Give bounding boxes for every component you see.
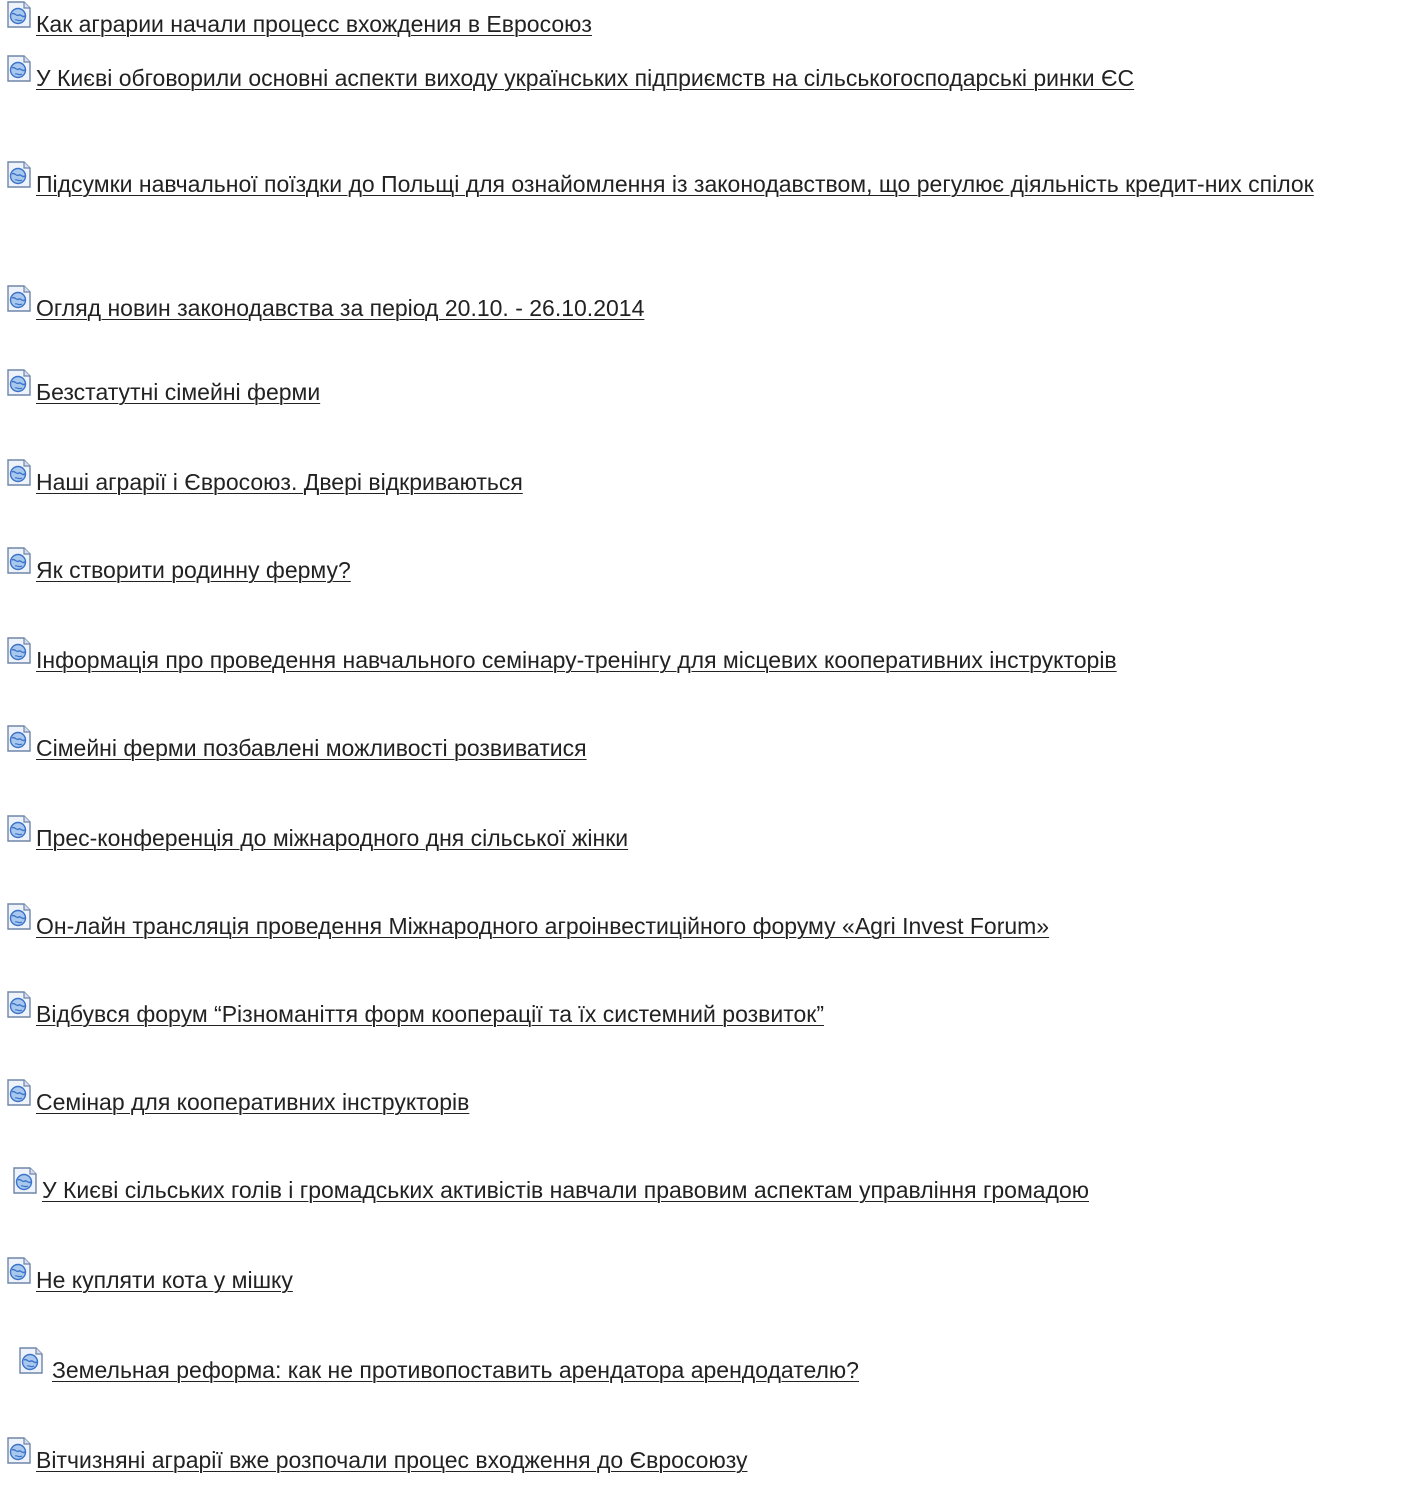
list-item [0,1436,1424,1476]
list-item [0,368,1424,408]
news-link[interactable]: У Києві сільських голів і громадських активістів навчали правовим аспектам управління громадою [42,1177,1090,1203]
news-link[interactable]: Інформація про проведення навчального семінару-тренінгу для місцевих кооперативних інструкторів [36,647,1117,673]
web-page-icon[interactable] [4,284,34,314]
web-page-icon[interactable] [16,1346,46,1376]
list-item [0,546,1424,586]
list-item [0,1346,1424,1386]
news-link[interactable]: Он-лайн трансляція проведення Міжнародного агроінвестиційного форуму «Agri Invest Forum» [36,913,1050,939]
list-item [0,0,1424,40]
list-item [0,458,1424,498]
news-link[interactable]: Не купляти кота у мішку [36,1267,293,1293]
news-link[interactable]: Безстатутні сімейні ферми [36,379,321,405]
news-link[interactable]: Підсумки навчальної поїздки до Польщі для ознайомлення із законодавством, що регулює діяльність кредит-них спілок [36,171,1314,197]
news-link[interactable]: Як створити родинну ферму? [36,557,351,583]
web-page-icon[interactable] [4,1256,34,1286]
news-link[interactable]: Как аграрии начали процесс вхождения в Евросоюз [36,11,592,37]
list-item [0,1078,1424,1118]
list-item [0,1166,1424,1206]
news-link[interactable]: Земельная реформа: как не противопоставить арендатора арендодателю? [52,1357,859,1383]
list-item [0,1256,1424,1296]
news-link[interactable]: Огляд новин законодавства за період 20.10. - 26.10.2014 [36,295,645,321]
web-page-icon[interactable] [4,636,34,666]
news-link[interactable]: Сімейні ферми позбавлені можливості розвиватися [36,735,587,761]
news-link[interactable]: Семінар для кооперативних інструкторів [36,1089,470,1115]
list-item [0,160,1424,230]
web-page-icon[interactable] [4,990,34,1020]
news-link[interactable]: Вітчизняні аграрії вже розпочали процес входження до Євросоюзу [36,1447,748,1473]
list-item [0,902,1424,942]
web-page-icon[interactable] [4,458,34,488]
web-page-icon[interactable] [4,546,34,576]
web-page-icon[interactable] [4,1436,34,1466]
list-item [0,990,1424,1030]
news-link[interactable]: У Києві обговорили основні аспекти виходу українських підприємств на сільськогосподарські ринки ЄС [36,65,1135,91]
web-page-icon[interactable] [4,724,34,754]
list-item [0,724,1424,764]
news-link[interactable]: Відбувся форум “Різноманіття форм кооперації та їх системний розвиток” [36,1001,824,1027]
web-page-icon[interactable] [4,814,34,844]
web-page-icon[interactable] [4,902,34,932]
web-page-icon[interactable] [4,1078,34,1108]
list-item [0,284,1424,324]
web-page-icon[interactable] [4,54,34,84]
news-link[interactable]: Прес-конференція до міжнародного дня сільської жінки [36,825,629,851]
web-page-icon[interactable] [10,1166,40,1196]
web-page-icon[interactable] [4,368,34,398]
list-item [0,636,1424,676]
web-page-icon[interactable] [4,0,34,30]
list-item [0,814,1424,854]
news-link[interactable]: Наші аграрії і Євросоюз. Двері відкриваються [36,469,523,495]
list-item [0,54,1424,94]
